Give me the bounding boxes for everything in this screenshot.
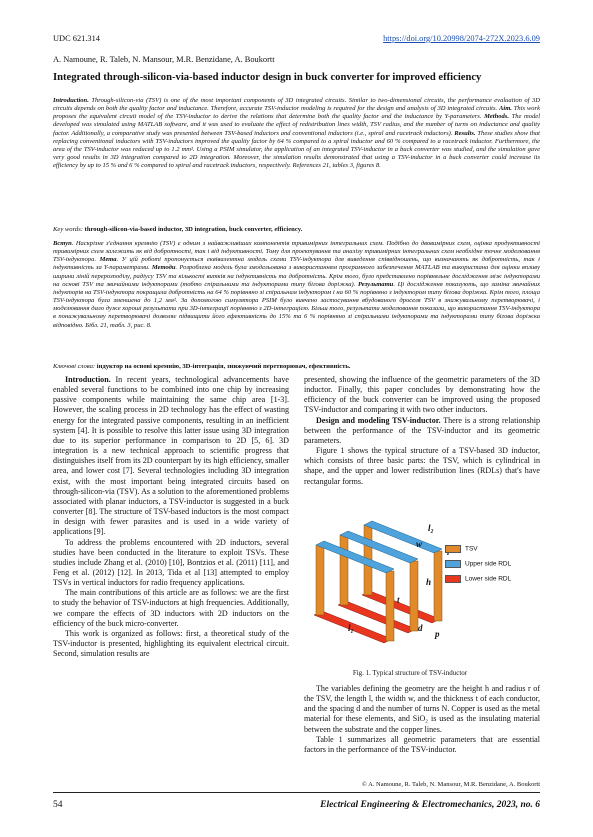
introduction-paragraph: In recent years, technological advancements have enabled several functions to be combined into one chip by increasing passive components while maintaining the same chip area [1-3]. However, the scaling process in 2D technology has the effect of wasting energy for the integrated passive components, resulting in an inefficient system [4]. It is possible to resolve this latter issue using 3D integration due to its superior performance in comparison to 2D [5, 6]. 3D integration is a new technical approach to scientific progress that distinguishes itself from its 2D counterpart by its high efficiency, smaller area, and lower cost [7]. Several technologies including 3D integration exist, with the most important being integrated circuits based on through-silicon-via (TSV). As a solution to the aforementioned problems associated with planar inductors, a TSV-inductor is suggested in a buck converter [8]. The structure of TSV-based inductors is the most compact in design with fewer parasites and is used in a wide variety of applications [9].: [53, 375, 289, 537]
legend-label-upper-rdl: Upper side RDL: [465, 560, 512, 568]
udc-code: UDC 621.314: [53, 34, 100, 43]
legend-label-lower-rdl: Lower side RDL: [465, 575, 512, 583]
abstract-ua-results-label: Результати: [358, 280, 394, 288]
tsv-pillar-1: [316, 545, 324, 615]
legend-item-upper-rdl: [445, 560, 511, 568]
authors: A. Namoune, R. Taleb, N. Mansour, M.R. Benzidane, A. Boukortt: [53, 55, 275, 64]
abstract-ua-aim: . У цій роботі пропонується еквівалентна модель схеми TSV-індуктора для виведення співвідношень, що визначають як добротність, так і індуктивність за Y-параметрами.: [53, 256, 540, 272]
paper-page: [53, 0, 540, 837]
introduction-heading: Introduction.: [65, 375, 111, 384]
left-paragraph-3: The main contributions of this article are as follows: we are the first to study the behavior of TSV-inductors at high frequencies. Additionally, we compare the effects of 3D inductors with 2D inductors on the efficiency of the buck micro-converter.: [53, 588, 289, 628]
abstract-ua-intro: . Наскрізне з'єднання кремнію (TSV) є одним з найважливіших компонентів тривимірних інтегральних схем. Подібно до двовимірних схем, оцінка продуктивності тривимірних схем залежить як від добротності, так і від індуктивності. Тому для проектування та аналізу тривимірних інтегральних схем необхідне точне моделювання TSV-індуктора.: [53, 240, 540, 264]
left-paragraph-4: This work is organized as follows: first, a theoretical study of the TSV-inductor is presented, highlighting its equivalent electrical circuit. Second, simulation results are: [53, 628, 289, 659]
label-d: d: [418, 623, 423, 633]
tsv-pillar-6: [434, 551, 442, 621]
abstract-ua-aim-label: Мета: [99, 256, 117, 264]
right-paragraph-3: Figure 1 shows the typical structure of a TSV-based 3D inductor, which consists of three basic parts: the TSV, which is cylindrical in shape, and the upper and lower redistribution lines (RDLs) that's have rectangular forms.: [304, 446, 540, 486]
abstract-aim-label: Aim.: [499, 105, 512, 113]
abstract-ua-intro-label: Вступ: [53, 240, 72, 247]
journal-name: Electrical Engineering & Electromechanics, 2023, no. 6: [320, 800, 540, 810]
label-l2: l₂: [428, 523, 434, 533]
label-t: t: [397, 595, 400, 605]
figure-caption: Fig. 1. Typical structure of TSV-inductor: [352, 669, 468, 677]
abstract-ukrainian: [53, 240, 540, 330]
abstract-ua-methods: . Розроблена модель була змодельована з використанням програмного забезпечення MATLAB та використана для оцінки впливу ширини ліній перерозподілу, радіусу TSV та кількості витків на індуктивність та добротність. Крім того, було представлено порівняльне дослідження між індукторами на основі TSV та звичайними індукторами (тобто спіральними та індукторами типу бігова доріжка).: [53, 264, 541, 288]
legend-swatch-tsv: [445, 545, 461, 553]
legend-swatch-lower-rdl: [445, 575, 461, 583]
keywords-text: through-silicon-via-based inductor, 3D integration, buck converter, efficiency.: [82, 226, 303, 233]
keywords-label: Key words:: [53, 226, 83, 233]
right-paragraph-5: Table 1 summarizes all geometric parameters that are essential factors in the performance of the TSV-inductor.: [304, 734, 540, 754]
figure-legend: [445, 545, 511, 583]
doi-link[interactable]: https://doi.org/10.20998/2074-272X.2023.6.09: [383, 34, 540, 43]
abstract-methods: The model developed was simulated using MATLAB software, and it was used to evaluate the effect of redistribution lines width, TSV radius, and the number of turns on inductance and quality factor. Additionally, a comparative study was presented between TSV-based inductors and conventional inductors (i.e., spiral and racetrack inductors).: [53, 113, 541, 137]
tsv-pillar-4: [386, 571, 394, 641]
label-w: w: [416, 539, 423, 549]
label-h: h: [426, 577, 432, 587]
right-column-top: [304, 375, 540, 487]
abstract-intro-label: Introduction.: [53, 97, 89, 104]
left-column: [53, 375, 289, 659]
abstract-ua-methods-label: Методи: [151, 264, 176, 272]
tsv-inductor-figure: [310, 503, 490, 663]
lower-rdl-group: [314, 591, 440, 643]
footer-divider: [53, 792, 540, 793]
legend-label-tsv: TSV: [465, 545, 478, 553]
abstract-results-label: Results.: [454, 129, 476, 137]
design-heading: Design and modeling TSV-inductor.: [316, 415, 441, 425]
design-paragraph: There is a strong relationship between the performance of the TSV-inductor and its geometric parameters.: [304, 415, 540, 445]
legend-swatch-upper-rdl: [445, 560, 461, 568]
abstract-aim: This work proposes the equivalent circuit model of the TSV-inductor to derive the relations that determine both the quality factor and the inductance by Y-parameters.: [53, 105, 541, 121]
right-paragraph-1: presented, showing the influence of the geometric parameters of the 3D inductor. Finally, this paper concludes by demonstrating how the efficiency of the buck converter can be improved using the proposed TSV-inductor and comparing it with two other inductors.: [304, 375, 540, 415]
tsv-pillar-2: [340, 535, 348, 605]
label-p: p: [435, 629, 440, 639]
tsv-pillar-5: [410, 561, 418, 631]
right-column-bottom: [304, 684, 540, 755]
keywords-ukrainian: [53, 363, 540, 371]
legend-item-tsv: [445, 545, 511, 553]
label-l1: l₁: [348, 623, 354, 633]
paper-title: Integrated through-silicon-via-based inductor design in buck converter for improved efficiency: [53, 72, 482, 83]
abstract-ua-results: . Ці дослідження показують, що заміна звичайних індукторів на TSV-індуктори покращила добротність на 64 % порівняно зі спіральним індуктором і на 60 % порівняно з індуктором типу бігова доріжка. Крім того, площа TSV-індуктора була зменшена до 1,2 мм². За допомогою симулятора PSIM було вивчено застосування вбудованого дроселя TSV в знижувальному перетворювачі, і моделювання дало дуже хороші результати при 3D-інтеграції порівняно з 2D-інтеграцією. Більш того, результати моделювання показали, що використання TSV-індуктора в понижувальному перетворювачі дозволяє підвищити його ефективність до 15% та 6 % порівняно зі спіральними індукторами та індукторами типу бігова доріжка відповідно. Бібл. 21, табл. 3, рис. 8.: [53, 280, 540, 329]
copyright-notice: © A. Namoune, R. Taleb, N. Mansour, M.R. Benzidane, A. Boukortt: [361, 781, 540, 788]
keywords-ua-label: Ключові слова:: [53, 363, 96, 370]
keywords-ua-text: індуктор на основі кремнію, 3D-інтеграція, знижуючий перетворювач, ефективність.: [95, 363, 351, 370]
right-paragraph-4: The variables defining the geometry are the height h and radius r of the TSV, the length l, the width w, and the thickness t of each conductor, and the spacing d and the number of turns N. Copper is used as the metal material for these elements, and SiO₂ is used as the insulating material between the substrate and the copper lines.: [304, 684, 540, 734]
page-number: 54: [53, 800, 63, 810]
left-paragraph-2: To address the problems encountered with 2D inductors, several studies have been conducted in the literature to exploit TSVs. These studies include Zhang et al. (2010) [10], Bontzios et al. (2011) [11], and Feng et al. (2012) [12]. In 2013, Tida et al [13] attempted to employ TSVs in vertical inductors for radio frequency applications.: [53, 537, 289, 588]
abstract-results: These studies show that replacing conventional inductors with TSV-inductors improved the quality factor by 64 % compared to a spiral inductor and 60 % compared to a racetrack inductor. Furthermore, the area of the TSV-inductor was reduced up to 1.2 mm². Using a PSIM simulator, the application of an integrated TSV-inductor in a buck converter was studied, and the simulation gave very good results in 3D integration compared to 2D integration. Moreover, the simulation results demonstrated that using a TSV-inductor in a buck converter could increase its efficiency by up to 15 % and 6 % compared to spiral and racetrack inductors, respectively. References 21, tables 3, figures 8.: [53, 129, 540, 170]
legend-item-lower-rdl: [445, 575, 511, 583]
upper-rdl-group: [316, 521, 442, 573]
abstract-english: [53, 97, 540, 170]
abstract-intro: Through-silicon-via (TSV) is one of the most important components of 3D integrated circuits. Similar to two-dimensional circuits, the performance evaluation of 3D circuits depends on both the quality factor and inductance. Therefore, accurate TSV-inductor modeling is required for the design and analysis of 3D integrated circuits.: [53, 97, 540, 113]
keywords-english: [53, 226, 540, 234]
abstract-methods-label: Methods.: [484, 113, 509, 121]
